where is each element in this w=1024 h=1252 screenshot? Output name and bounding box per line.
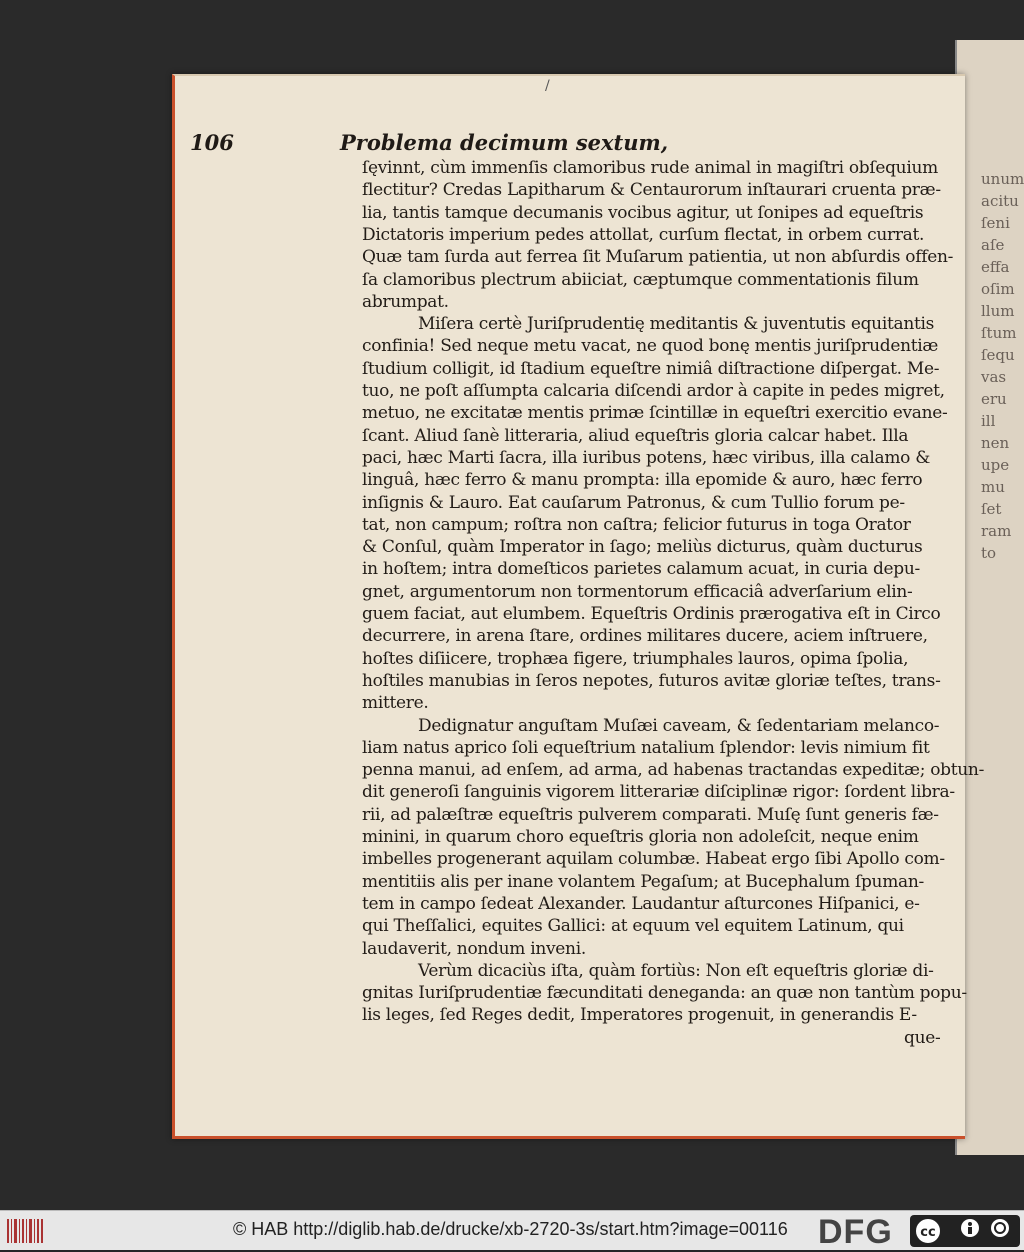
text-line: paci, hæc Marti ſacra, illa iuribus potens, hæc viribus, illa calamo & [362,447,931,468]
text-line: mentitiis alis per inane volantem Pegaſum; at Bucephalum ſpuman- [362,871,924,892]
text-line: tuo, ne poſt aſſumpta calcaria diſcendi ardor à capite in pedes migret, [362,381,945,401]
side-text-fragment: vas [981,368,1007,386]
text-line: abrumpat. [362,291,449,312]
page-number: 106 [190,130,234,155]
cc-icon [915,1218,941,1244]
text-line: Quæ tam ſurda aut ferrea ſit Muſarum patientia, ut non abſurdis offen- [362,247,954,268]
text-line: que- [904,1027,941,1048]
text-line: confinia! Sed neque metu vacat, ne quod bonę mentis juriſprudentiæ [362,336,939,357]
text-line: minini, in quarum choro equeſtris gloria non adoleſcit, neque enim [362,827,919,847]
side-text-fragment: ill [981,412,996,430]
page-header [190,130,810,160]
text-line: rii, ad palæſtræ equeſtris pulverem comparati. Muſę ſunt generis fæ- [362,804,939,825]
text-line: qui Theſſalici, equites Gallici: at equum vel equitem Latinum, qui [362,916,904,937]
side-text-fragment: ram [981,522,1012,540]
text-line: tem in campo ſedeat Alexander. Laudantur aſturcones Hiſpanici, e- [362,893,920,914]
side-text-fragment: oſim [981,280,1015,298]
side-text-fragment: to [981,544,997,562]
text-line: lia, tantis tamque decumanis vocibus agitur, ut ſonipes ad equeſtris [362,202,924,223]
sa-icon [991,1219,1009,1237]
text-line: ſtudium colligit, id ſtadium equeſtre nimiâ diſtractione diſpergat. Me- [362,358,940,379]
margin-mark: / [545,78,550,94]
text-line: flectitur? Credas Lapitharum & Centaurorum inſtaurari cruenta præ- [362,180,941,201]
side-text-fragment: eru [981,390,1007,408]
text-line: Dedignatur anguſtam Muſæi caveam, & ſedentariam melanco- [418,715,940,736]
hab-barcode-logo-icon [6,1216,46,1246]
text-line: laudaverit, nondum inveni. [362,938,586,959]
text-line: lis leges, ſed Reges dedit, Imperatores progenuit, in generandis E- [362,1005,917,1026]
svg-text:cc: cc [920,1225,936,1240]
text-line: gnet, argumentorum non tormentorum efficaciâ adverſarium elin- [362,581,913,602]
side-text-fragment: ſeni [981,214,1010,232]
side-text-fragment: ſequ [981,346,1015,364]
text-line: ſa clamoribus plectrum abiiciat, cæptumque commentationis filum [362,269,919,290]
by-icon [961,1219,979,1237]
side-text-fragment: effa [981,258,1010,276]
text-line: ſęvinnt, cùm immenſis clamoribus rude animal in magiſtri obſequium [362,158,938,178]
side-text-fragment: nen [981,434,1010,452]
side-text-fragment: ſet [981,500,1002,518]
text-line: metuo, ne excitatæ mentis primæ ſcintillæ in equeſtri exercitio evane- [362,403,948,424]
side-text-fragment: llum [981,302,1015,320]
side-text-fragment: upe [981,456,1010,474]
dfg-logo: DFG [818,1213,893,1251]
text-line: Verùm dicaciùs iſta, quàm fortiùs: Non eſt equeſtris gloriæ di- [418,960,934,981]
side-text-fragment: unum [981,170,1024,188]
text-line: Dictatoris imperium pedes attollat, curſum flectat, in orbem currat. [362,224,925,245]
footer-bar [0,1210,1024,1250]
cc-license-badge[interactable] [910,1215,1020,1247]
copyright-link[interactable]: © HAB http://diglib.hab.de/drucke/xb-2720-3s/start.htm?image=00116 [233,1219,788,1239]
text-line: mittere. [362,693,429,714]
text-line: hoſtes diſiicere, trophæa figere, triumphales lauros, opima ſpolia, [362,648,909,669]
side-text-fragment: aſe [981,236,1005,254]
text-line: in hoſtem; intra domeſticos parietes calamum acuat, in curia depu- [362,559,920,580]
text-line: liam natus aprico ſoli equeſtrium natalium ſplendor: levis nimium fit [362,737,930,758]
text-line: penna manui, ad enſem, ad arma, ad habenas tractandas expeditæ; obtun- [362,760,985,781]
text-line: & Conſul, quàm Imperator in ſago; meliùs dicturus, quàm ducturus [362,537,923,558]
text-line: dit generoſi ſanguinis vigorem litterariæ diſciplinæ rigor: ſordent libra- [362,782,955,803]
text-line: linguâ, hæc ferro & manu prompta: illa epomide & auro, hæc ferro [362,470,923,491]
text-line: Miſera certè Juriſprudentię meditantis & juventutis equitantis [418,314,935,335]
side-text-fragment: acitu [981,192,1019,210]
text-line: tat, non campum; roſtra non caſtra; felicior futurus in toga Orator [362,514,911,535]
text-line: gnitas Iuriſprudentiæ fæcunditati deneganda: an quæ non tantùm popu- [362,983,967,1004]
text-line: imbelles progenerant aquilam columbæ. Habeat ergo ſibi Apollo com- [362,849,945,870]
side-text-fragment: mu [981,478,1005,496]
side-text-fragment: ſtum [981,324,1017,342]
text-line: decurrere, in arena ſtare, ordines militares ducere, aciem inſtruere, [362,626,928,647]
text-line: guem faciat, aut elumbem. Equeſtris Ordinis prærogativa eſt in Circo [362,604,941,624]
running-title: Problema decimum sextum, [340,130,669,155]
text-line: hoſtiles manubias in ſeros nepotes, futuros avitæ gloriæ teſtes, trans- [362,670,941,691]
text-line: ſcant. Aliud ſanè litteraria, aliud equeſtris gloria calcar habet. Illa [362,425,909,446]
text-line: inſignis & Lauro. Eat cauſarum Patronus, & cum Tullio forum pe- [362,492,905,513]
